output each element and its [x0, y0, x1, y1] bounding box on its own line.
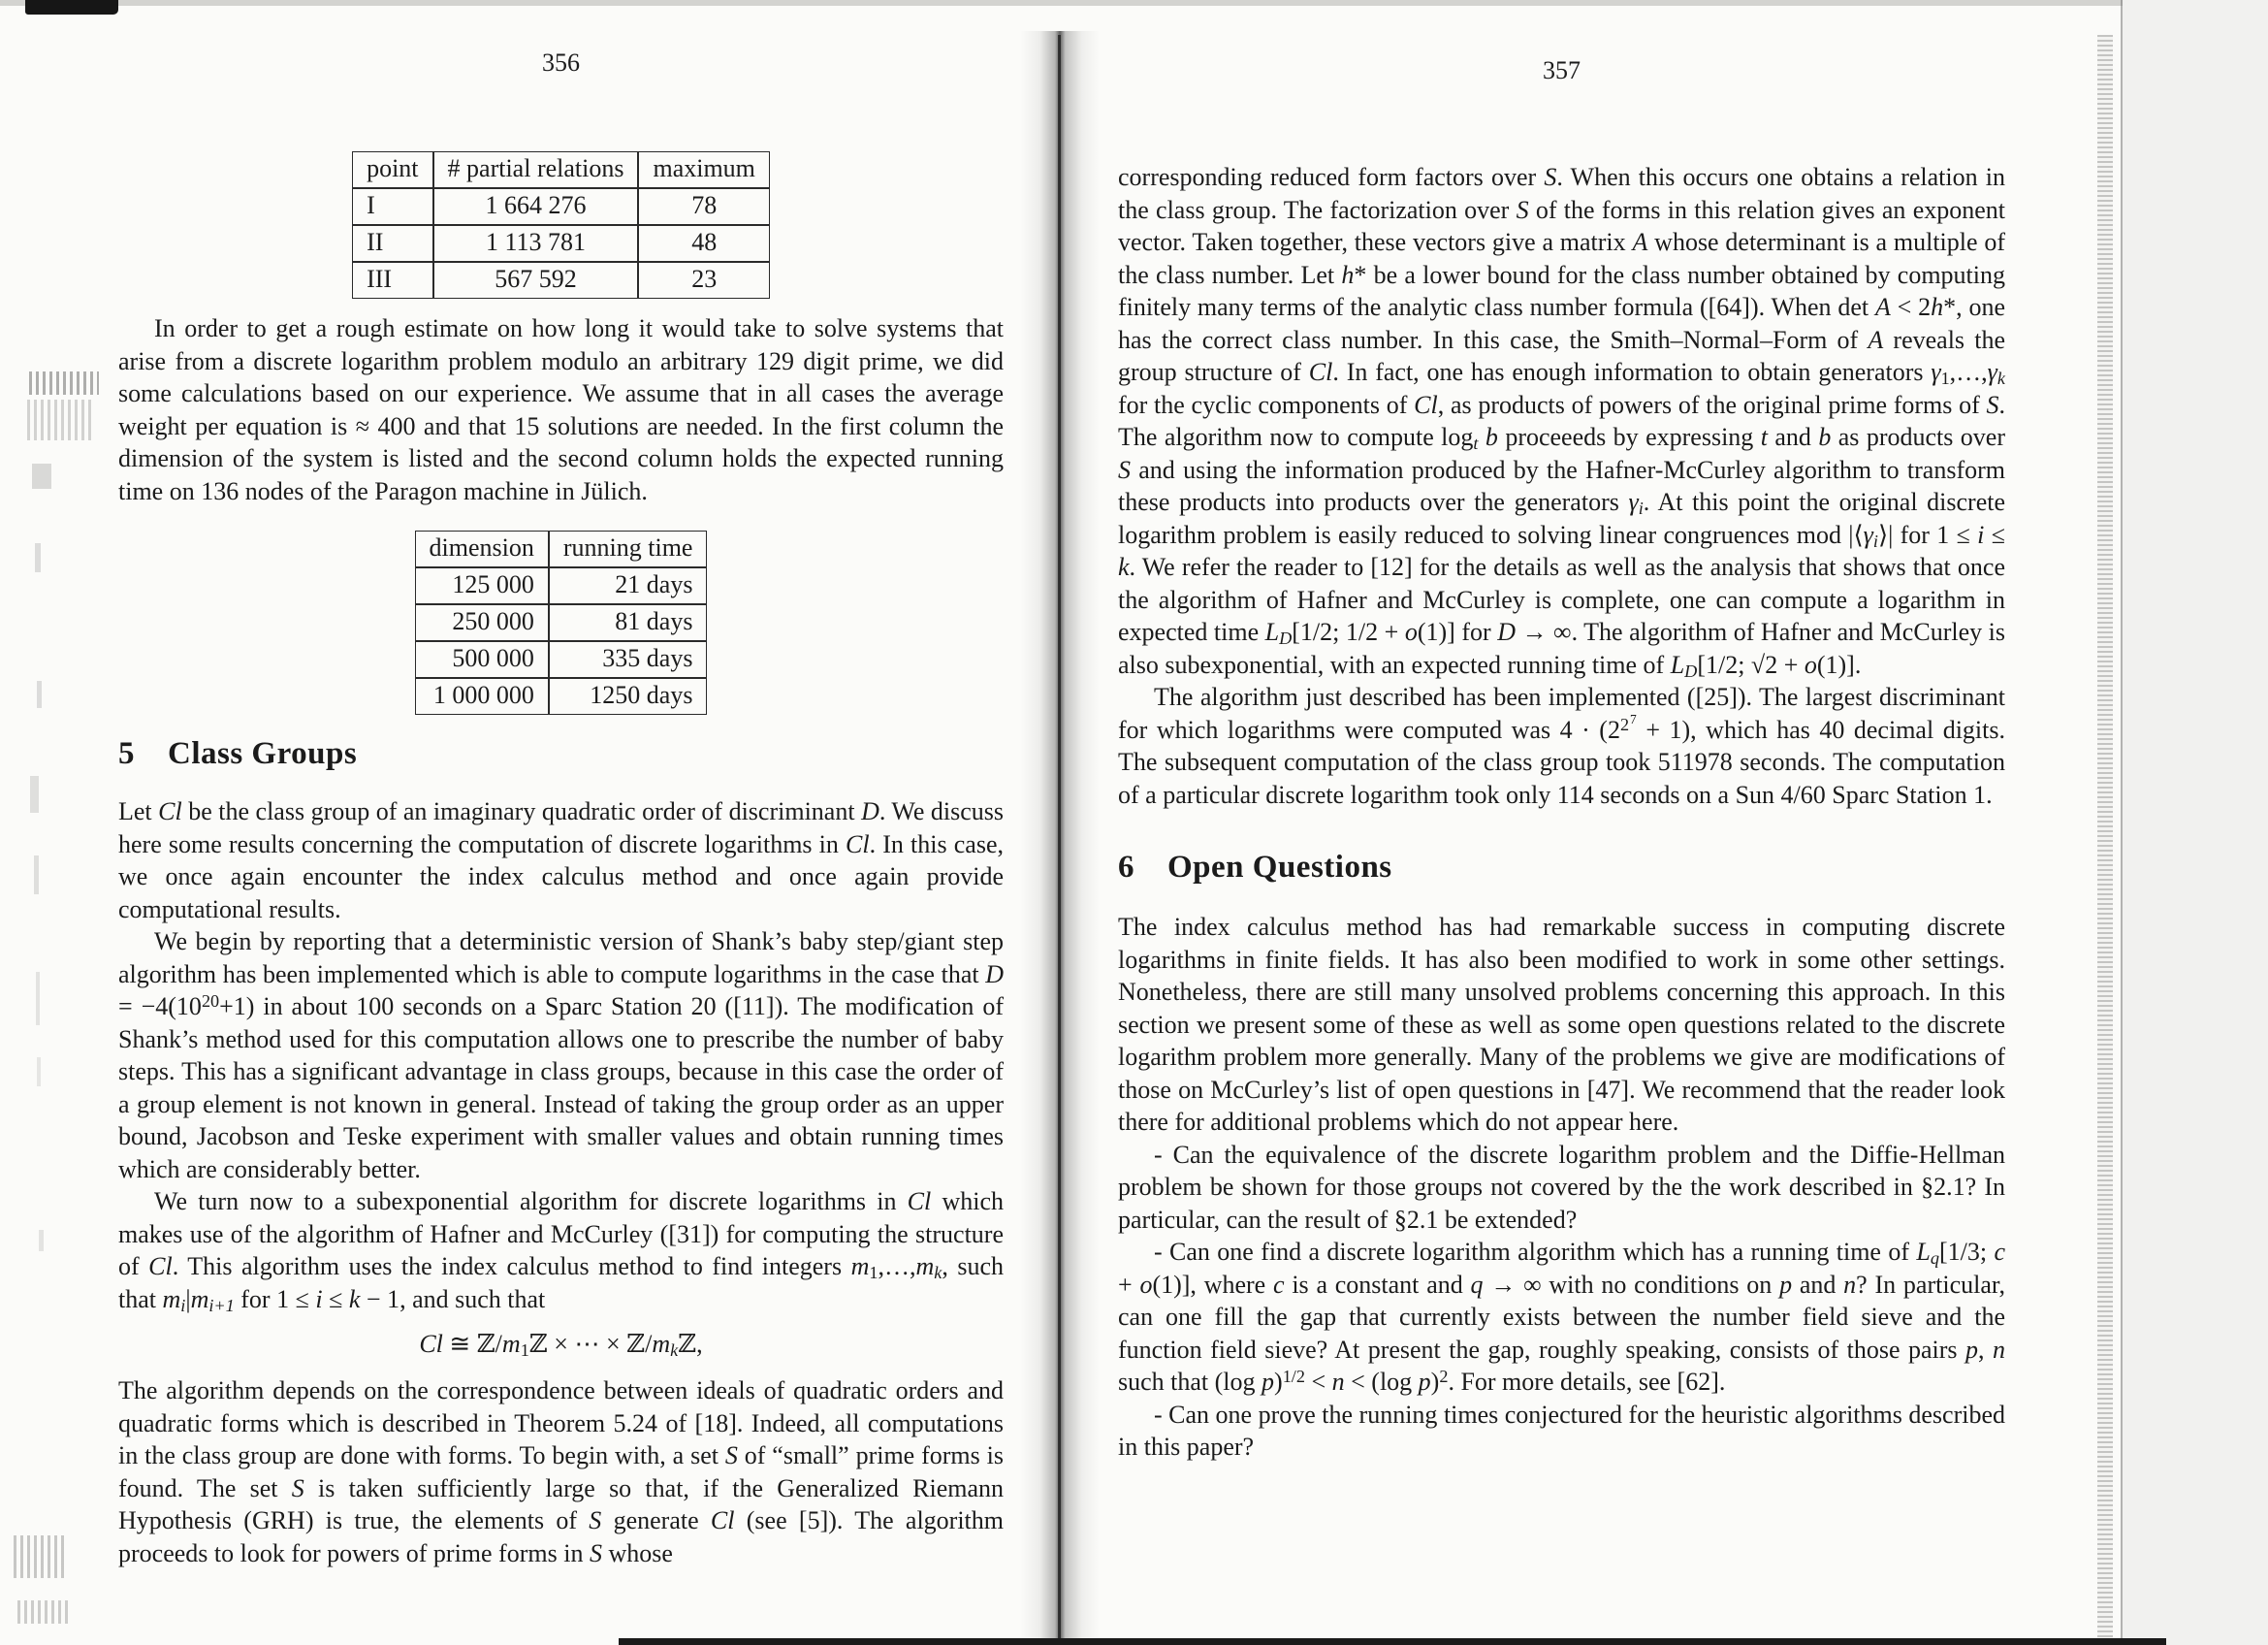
table-cell: 81 days: [549, 604, 708, 641]
table-row: [352, 262, 770, 299]
book-fold-line: [1058, 35, 1061, 1645]
paragraph: corresponding reduced form factors over S. When this occurs one obtains a relation in the class group. The factorization over S of the forms in this relation gives an exponent vector. Taken together, these vectors give a matrix A whose determinant is a multiple of the class number. Let h* be a lower bound for the class number obtained by computing finitely many terms of the analytic class number formula ([64]). When det A < 2h*, one has the correct class number. In this case, the Smith–Normal–Form of A reveals the group structure of Cl. In fact, one has enough information to obtain generators $\gamma_1,\dots,\gamma_k$ for the cyclic components of Cl, as products of powers of the original prime forms of S. The algorithm now to compute $\log_t b$ proceeeds by expressing t and b as products over S and using the information produced by the Hafner-McCurley algorithm to transform these products into products over the generators $\gamma_i$. At this point the original discrete logarithm problem is easily reduced to solving linear congruences mod $|⟨\gamma_i⟩|$ for 1 ≤ i ≤ k. We refer the reader to [12] for the details as well as the analysis that shows that once the algorithm of Hafner and McCurley is complete, one can compute a logarithm in expected time $L_D[1/2$; 1/2 + o(1)] for D → ∞. The algorithm of Hafner and McCurley is also subexponential, with an expected running time of $L_D[1/2$; √2 + o(1)].: [1118, 163, 2006, 681]
paragraph: In order to get a rough estimate on how long it would take to solve systems that arise from a discrete logarithm problem modulo an arbitrary 129 digit prime, we did some calculations based on our experience. We assume that in all cases the average weight per equation is ≈ 400 and that 15 solutions are needed. In the first column the dimension of the system is listed and the second column holds the expected running time on 136 nodes of the Paragon machine in Jülich.: [118, 314, 1004, 505]
page-356: [118, 0, 1004, 1569]
scan-artifact: [34, 855, 39, 894]
page-edge-line: [2121, 0, 2123, 1645]
page-357: [1118, 0, 2005, 1464]
scan-artifact: [27, 400, 91, 440]
paragraph: The algorithm depends on the correspondence between ideals of quadratic orders and quadratic forms which is described in Theorem 5.24 of [18]. Indeed, all computations in the class group are done with forms. To begin with, a set S of “small” prime forms is found. The set S is taken sufficiently large so that, if the Generalized Riemann Hypothesis (GRH) is true, the elements of S generate Cl (see [5]). The algorithm proceeds to look for powers of prime forms in S whose: [118, 1376, 1005, 1567]
scan-artifact: [17, 1600, 72, 1624]
scan-artifact: [25, 0, 118, 15]
paragraph: We begin by reporting that a deterministic version of Shank’s baby step/giant step algorithm has been implemented which is able to compute logarithms in the case that $D = -4(10^{20}+1)$ in about 100 seconds on a Sparc Station 20 ([11]). The modification of Shank’s method used for this computation allows one to prescribe the number of baby steps. This has a significant advantage in class groups, because in this case the order of a group element is not known in general. Instead of taking the group order as an upper bound, Jacobson and Teske experiment with smaller values and obtain running times which are considerably better.: [118, 927, 1005, 1183]
table-row: [415, 678, 708, 715]
paragraph: - Can one prove the running times conjectured for the heuristic algorithms described in this paper?: [1118, 1400, 2005, 1461]
scan-artifact: [30, 776, 39, 813]
table-cell: 21 days: [549, 567, 708, 604]
table-cell: 125 000: [415, 567, 549, 604]
paragraph: - Can one find a discrete logarithm algorithm which has a running time of $L_q[1/3$; c + o(1)], where c is a constant and q → ∞ with no conditions on p and n? In particular, can one fill the gap that currently exists between the number field sieve and the function field sieve? At present the gap, roughly speaking, consists of those pairs p, n such that (log p)$^{1/2}$ < n < (log p)$^2$. For more details, see [62].: [1118, 1238, 2005, 1396]
table-row: [352, 225, 770, 262]
table-cell: III: [352, 262, 432, 299]
section-number: 6: [1118, 850, 1134, 885]
section-heading-6: [1118, 850, 2005, 886]
table-row: [415, 641, 708, 678]
section-number: 5: [118, 736, 135, 771]
table-cell: 1 000 000: [415, 678, 549, 715]
section-title: Class Groups: [168, 736, 358, 771]
column-header: running time: [549, 531, 708, 567]
scan-artifact: [39, 1230, 44, 1251]
paragraph: We turn now to a subexponential algorithm for discrete logarithms in Cl which makes use of the algorithm of Hafner and McCurley ([31]) for computing the structure of Cl. This algorithm uses the index calculus method to find integers $m_1,\dots,m_k$, such that $m_i|m_{i+1}$ for 1 ≤ i ≤ k − 1, and such that: [118, 1187, 1004, 1315]
page-number: 357: [1543, 56, 1581, 84]
column-header: maximum: [638, 151, 769, 188]
scan-artifact: [29, 371, 99, 395]
paragraph: The algorithm just described has been implemented ([25]). The largest discriminant for which logarithms were computed was $4 \cdot (2^{27} + 1)$, which has 40 decimal digits. The subsequent computation of the class group took 511978 seconds. The computation of a particular discrete logarithm took only 114 seconds on a Sun 4/60 Sparc Station 1.: [1118, 683, 2005, 809]
runtime-table: [415, 531, 708, 715]
partial-relations-table: [352, 151, 770, 299]
scan-artifact: [2123, 0, 2268, 1645]
scan-artifact: [36, 972, 40, 1025]
scan-artifact: [32, 464, 51, 489]
table-cell: 23: [638, 262, 769, 299]
scan-artifact: [37, 681, 42, 708]
table-cell: 500 000: [415, 641, 549, 678]
table-cell: 78: [638, 188, 769, 225]
scan-artifact: [35, 543, 41, 572]
table-cell: I: [352, 188, 432, 225]
table-header-row: [415, 531, 708, 567]
paragraph: - Can the equivalence of the discrete logarithm problem and the Diffie-Hellman problem be shown for those groups not covered by the the work described in §2.1? In particular, can the result of §2.1 be extended?: [1118, 1140, 2005, 1234]
table-cell: II: [352, 225, 432, 262]
column-header: dimension: [415, 531, 549, 567]
display-equation: Cl ≅ $ℤ/m_1ℤ$ × ⋯ × $ℤ/m_kℤ$,: [419, 1330, 703, 1360]
page-stack-edge: [2097, 35, 2113, 1645]
section-heading-5: [118, 736, 1004, 772]
table-cell: 335 days: [549, 641, 708, 678]
table-row: [415, 567, 708, 604]
table-row: [352, 188, 770, 225]
scan-artifact: [14, 1535, 64, 1578]
page-number: 356: [542, 48, 580, 77]
table-cell: 1 664 276: [433, 188, 639, 225]
section-title: Open Questions: [1167, 850, 1392, 885]
paragraph: Let Cl be the class group of an imaginary quadratic order of discriminant D. We discuss here some results concerning the computation of discrete logarithms in Cl. In this case, we once again encounter the index calculus method and once again provide computational results.: [118, 797, 1004, 923]
table-header-row: [352, 151, 770, 188]
column-header: # partial relations: [433, 151, 639, 188]
scan-artifact: [619, 1638, 2166, 1645]
table-cell: 48: [638, 225, 769, 262]
paragraph: The index calculus method has had remarkable success in computing discrete logarithms in finite fields. It has also been modified to work in some other settings. Nonetheless, there are still many unsolved problems concerning this approach. In this section we present some of these as well as some open questions related to the discrete logarithm problem more generally. Many of the problems we give are modifications of those on McCurley’s list of open questions in [47]. We recommend that the reader look there for additional problems which do not appear here.: [1118, 913, 2005, 1136]
column-header: point: [352, 151, 432, 188]
scan-artifact: [37, 1057, 41, 1086]
table-cell: 1 113 781: [433, 225, 639, 262]
table-cell: 567 592: [433, 262, 639, 299]
table-cell: 250 000: [415, 604, 549, 641]
table-row: [415, 604, 708, 641]
table-cell: 1250 days: [549, 678, 708, 715]
